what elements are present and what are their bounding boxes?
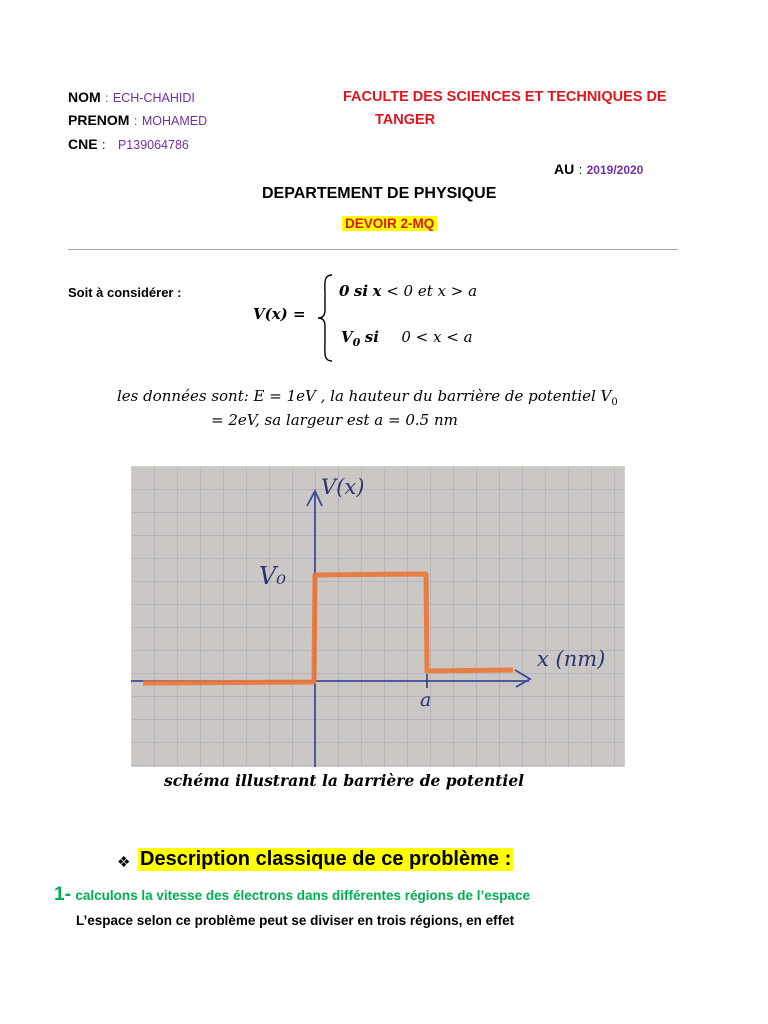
question-number: 1- [54, 884, 71, 905]
header-divider [68, 249, 678, 250]
x-axis-label: x (nm) [537, 647, 606, 671]
assignment-title: DEVOIR 2-MQ [342, 216, 437, 231]
graph-grid [131, 466, 625, 767]
section-title: Description classique de ce problème : [140, 848, 512, 870]
body-text: L’espace selon ce problème peut se diviser en trois régions, en effet [76, 913, 515, 928]
case1-si: si [353, 282, 369, 300]
cne-sep: : [102, 138, 106, 152]
case-inside [341, 328, 473, 349]
prenom-label: PRENOM [68, 112, 130, 128]
au-label: AU [554, 161, 575, 177]
v0-label: V₀ [259, 562, 286, 590]
case2-condition: 0 < x < a [401, 328, 473, 346]
question-1 [54, 884, 530, 906]
data-line-1 [117, 387, 618, 408]
case1-value: 0 [339, 282, 350, 300]
data-line-1-text: les données sont: E = 1eV , la hauteur du barrière de potentiel V [117, 387, 612, 405]
nom-sep: : [105, 91, 109, 105]
prenom-value: MOHAMED [141, 114, 208, 128]
cne-value: P139064786 [117, 138, 189, 152]
case1-x: x [372, 282, 382, 300]
cne-label: CNE [68, 136, 98, 152]
potential-lhs: V(x) = [253, 305, 306, 323]
left-brace [315, 272, 337, 364]
problem-intro: Soit à considérer : [68, 285, 182, 300]
prenom-sep: : [133, 114, 138, 128]
a-label: a [420, 689, 432, 711]
case2-sub: 0 [352, 336, 361, 350]
faculty-line-2: TANGER [375, 112, 436, 128]
case2-si: si [364, 328, 379, 346]
nom-label: NOM [68, 89, 101, 105]
prenom-row [68, 112, 207, 130]
case-outside [339, 282, 477, 301]
au-value: 2019/2020 [586, 163, 644, 177]
data-line-1-sub: 0 [611, 397, 618, 408]
question-text: calculons la vitesse des électrons dans différentes régions de l’espace [75, 888, 531, 903]
faculty-line-1: FACULTE DES SCIENCES ET TECHNIQUES DE [343, 89, 667, 105]
y-axis-label: V(x) [321, 475, 365, 499]
data-line-2: = 2eV, sa largeur est a = 0.5 nm [211, 411, 458, 429]
au-sep: : [578, 163, 583, 177]
figure-caption: schéma illustrant la barrière de potentiel [164, 771, 525, 790]
department-title: DEPARTEMENT DE PHYSIQUE [262, 185, 497, 202]
au-row [554, 161, 643, 179]
nom-value: ECH-CHAHIDI [112, 91, 195, 105]
cne-row [68, 136, 189, 154]
potential-barrier-figure [131, 466, 625, 767]
case2-value: V [341, 328, 353, 346]
section-bullet-icon: ❖ [117, 854, 131, 871]
case1-condition: < 0 et x > a [381, 282, 478, 300]
nom-row [68, 89, 195, 107]
